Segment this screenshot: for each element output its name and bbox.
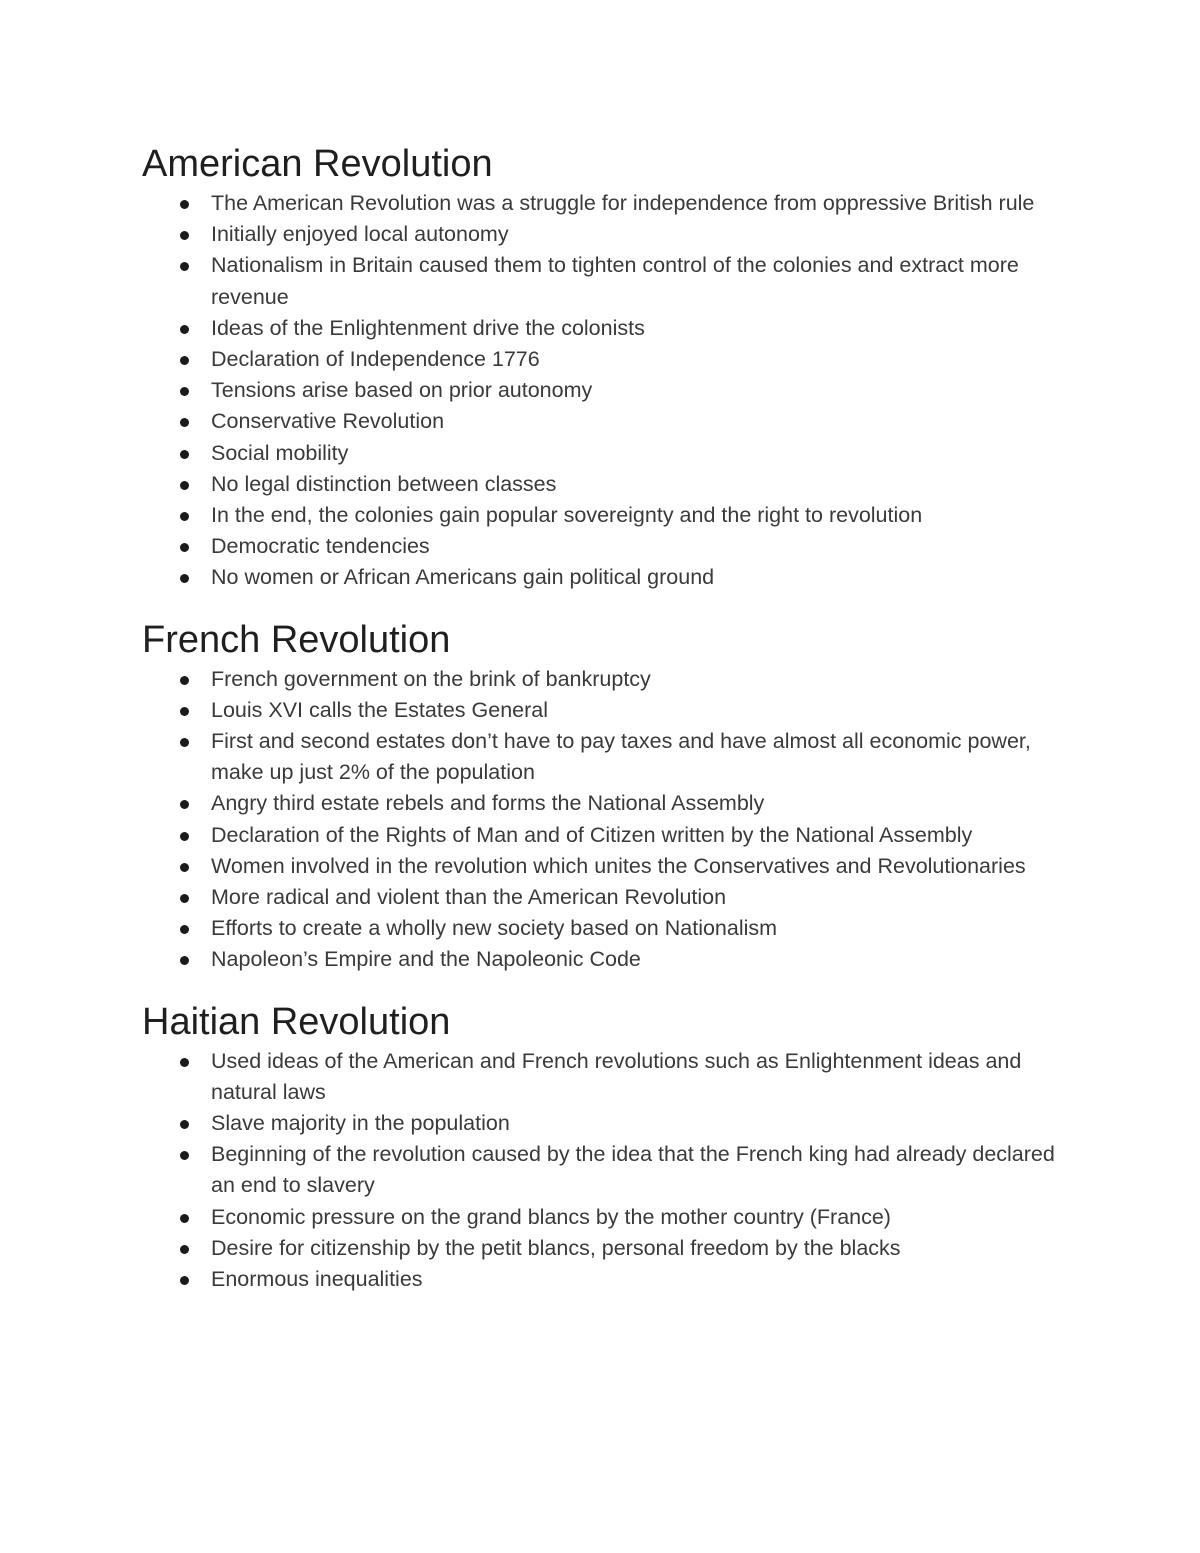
list-item: Enormous inequalities (142, 1264, 1072, 1295)
section-american-revolution (142, 140, 1072, 594)
list-item: Napoleon’s Empire and the Napoleonic Code (142, 944, 1072, 975)
section-haitian-revolution (142, 998, 1072, 1296)
list-item: The American Revolution was a struggle for independence from oppressive British rule (142, 188, 1072, 219)
list-item: Democratic tendencies (142, 531, 1072, 562)
list-item: Desire for citizenship by the petit blancs, personal freedom by the blacks (142, 1233, 1072, 1264)
list-item: Beginning of the revolution caused by the idea that the French king had already declared an end to slavery (142, 1139, 1072, 1201)
list-item: Tensions arise based on prior autonomy (142, 375, 1072, 406)
list-item: Slave majority in the population (142, 1108, 1072, 1139)
bullet-list (142, 664, 1072, 976)
list-item: Ideas of the Enlightenment drive the colonists (142, 313, 1072, 344)
list-item: Nationalism in Britain caused them to tighten control of the colonies and extract more revenue (142, 250, 1072, 312)
list-item: Louis XVI calls the Estates General (142, 695, 1072, 726)
section-title: French Revolution (142, 618, 451, 661)
list-item: Declaration of Independence 1776 (142, 344, 1072, 375)
bullet-list (142, 1046, 1072, 1296)
section-french-revolution (142, 616, 1072, 976)
list-item: In the end, the colonies gain popular sovereignty and the right to revolution (142, 500, 1072, 531)
list-item: Women involved in the revolution which unites the Conservatives and Revolutionaries (142, 851, 1072, 882)
list-item: French government on the brink of bankruptcy (142, 664, 1072, 695)
list-item: First and second estates don’t have to pay taxes and have almost all economic power, make up just 2% of the population (142, 726, 1072, 788)
list-item: No legal distinction between classes (142, 469, 1072, 500)
list-item: No women or African Americans gain political ground (142, 562, 1072, 593)
list-item: Efforts to create a wholly new society based on Nationalism (142, 913, 1072, 944)
list-item: Initially enjoyed local autonomy (142, 219, 1072, 250)
document-page (142, 140, 1072, 1295)
list-item: Used ideas of the American and French revolutions such as Enlightenment ideas and natural laws (142, 1046, 1072, 1108)
list-item: Angry third estate rebels and forms the National Assembly (142, 788, 1072, 819)
bullet-list (142, 188, 1072, 594)
section-title: American Revolution (142, 143, 493, 185)
list-item: More radical and violent than the American Revolution (142, 882, 1072, 913)
list-item: Conservative Revolution (142, 406, 1072, 437)
section-title: Haitian Revolution (142, 1000, 451, 1043)
list-item: Economic pressure on the grand blancs by the mother country (France) (142, 1202, 1072, 1233)
list-item: Social mobility (142, 438, 1072, 469)
list-item: Declaration of the Rights of Man and of Citizen written by the National Assembly (142, 820, 1072, 851)
